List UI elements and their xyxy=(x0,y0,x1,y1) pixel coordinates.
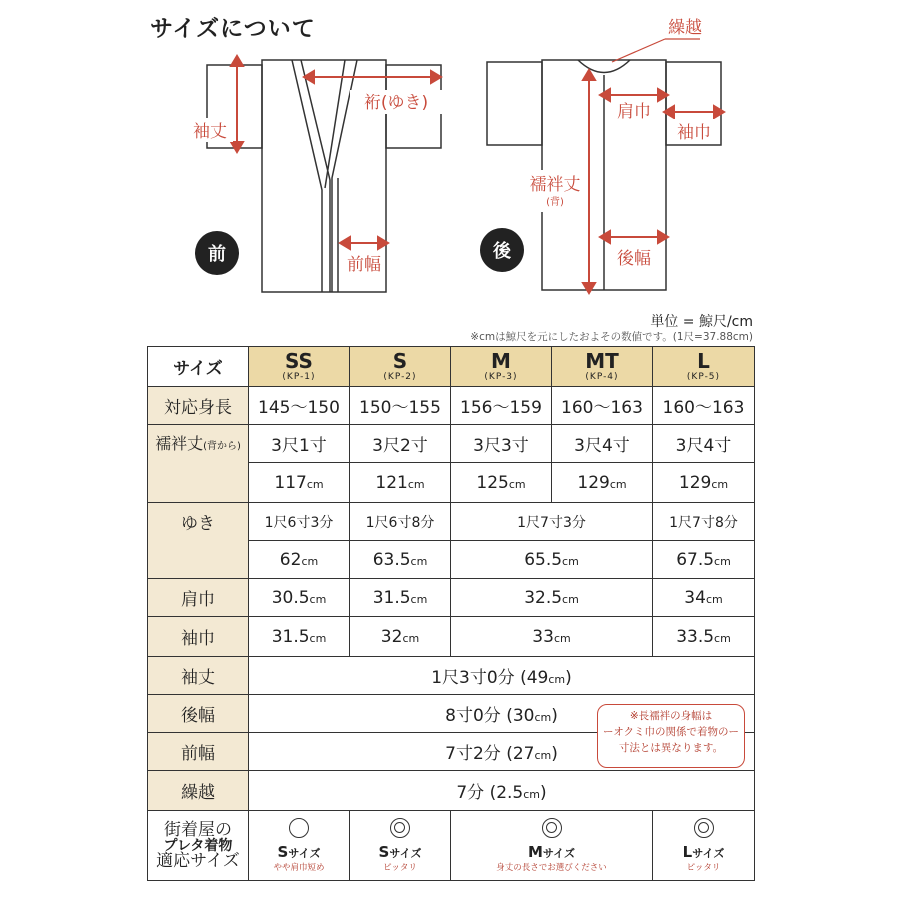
juban-shaku-ss: 3尺1寸 xyxy=(249,425,350,463)
row-label-mae: 前幅 xyxy=(148,733,249,771)
label-kurikoshi: 繰越 xyxy=(668,18,702,38)
page-title: サイズについて xyxy=(150,15,316,42)
label-juban-take: 襦袢丈 xyxy=(529,175,581,195)
double-circle-icon xyxy=(542,818,562,838)
label-juban-take-sub: (背) xyxy=(546,197,564,208)
kurikoshi-value: 7分 (2.5cm) xyxy=(249,771,755,811)
label-sode-take: 袖丈 xyxy=(193,122,227,142)
fit-s: Sサイズ ピッタリ xyxy=(350,811,451,881)
height-mt: 160〜163 xyxy=(552,387,653,425)
fit-row xyxy=(148,811,755,881)
back-badge-label: 後 xyxy=(493,241,511,262)
label-mae-haba: 前幅 xyxy=(347,255,381,275)
sode-haba-row xyxy=(148,617,755,657)
yuki-cm-m-mt: 65.5cm xyxy=(451,541,653,579)
height-m: 156〜159 xyxy=(451,387,552,425)
header-row xyxy=(148,347,755,387)
yuki-cm-ss: 62cm xyxy=(249,541,350,579)
kata-m-mt: 32.5cm xyxy=(451,579,653,617)
height-ss: 145〜150 xyxy=(249,387,350,425)
label-sode-haba: 袖巾 xyxy=(677,123,711,143)
mihaba-note-callout: ※長襦袢の身幅は ーオクミ巾の関係で着物のー 寸法とは異なります。 xyxy=(597,704,745,768)
kata-l: 34cm xyxy=(653,579,755,617)
yuki-cm-s: 63.5cm xyxy=(350,541,451,579)
size-diagram xyxy=(0,0,900,320)
header-s: S (KP-2) xyxy=(350,347,451,387)
juban-cm-m: 125cm xyxy=(451,463,552,503)
header-label: サイズ xyxy=(148,347,249,387)
yuki-shaku-row xyxy=(148,503,755,541)
juban-shaku-s: 3尺2寸 xyxy=(350,425,451,463)
juban-cm-ss: 117cm xyxy=(249,463,350,503)
row-label-fit: 街着屋の プレタ着物 適応サイズ xyxy=(148,811,249,881)
label-yuki: 裄(ゆき) xyxy=(363,93,429,113)
row-label-height: 対応身長 xyxy=(148,387,249,425)
row-label-yuki: ゆき xyxy=(148,503,249,579)
circle-icon xyxy=(289,818,309,838)
yuki-shaku-ss: 1尺6寸3分 xyxy=(249,503,350,541)
front-badge-label: 前 xyxy=(208,244,226,265)
height-l: 160〜163 xyxy=(653,387,755,425)
mae-value: 7寸2分 (27cm) xyxy=(249,733,755,771)
kurikoshi-row xyxy=(148,771,755,811)
size-table xyxy=(147,346,755,881)
row-label-juban: 襦袢丈(背から) xyxy=(148,425,249,503)
fit-l: Lサイズ ピッタリ xyxy=(653,811,755,881)
juban-cm-l: 129cm xyxy=(653,463,755,503)
unit-label: 単位 = 鯨尺/cm xyxy=(650,314,753,330)
row-label-sode-haba: 袖巾 xyxy=(148,617,249,657)
header-l: L (KP-5) xyxy=(653,347,755,387)
juban-shaku-l: 3尺4寸 xyxy=(653,425,755,463)
juban-shaku-mt: 3尺4寸 xyxy=(552,425,653,463)
height-s: 150〜155 xyxy=(350,387,451,425)
row-label-kurikoshi: 繰越 xyxy=(148,771,249,811)
height-row xyxy=(148,387,755,425)
sode-take-value: 1尺3寸0分 (49cm) xyxy=(249,657,755,695)
header-m: M (KP-3) xyxy=(451,347,552,387)
double-circle-icon xyxy=(390,818,410,838)
sode-haba-m-mt: 33cm xyxy=(451,617,653,657)
yuki-cm-l: 67.5cm xyxy=(653,541,755,579)
ushiro-value: 8寸0分 (30cm) xyxy=(249,695,755,733)
sode-haba-ss: 31.5cm xyxy=(249,617,350,657)
sode-haba-s: 32cm xyxy=(350,617,451,657)
row-label-sode-take: 袖丈 xyxy=(148,657,249,695)
double-circle-icon xyxy=(694,818,714,838)
unit-note: ※cmは鯨尺を元にしたおよその数値です。(1尺=37.88cm) xyxy=(470,331,753,343)
juban-shaku-row xyxy=(148,425,755,463)
yuki-shaku-l: 1尺7寸8分 xyxy=(653,503,755,541)
sode-haba-l: 33.5cm xyxy=(653,617,755,657)
juban-cm-s: 121cm xyxy=(350,463,451,503)
yuki-shaku-s: 1尺6寸8分 xyxy=(350,503,451,541)
header-mt: MT (KP-4) xyxy=(552,347,653,387)
yuki-shaku-m-mt: 1尺7寸3分 xyxy=(451,503,653,541)
row-label-ushiro: 後幅 xyxy=(148,695,249,733)
kata-s: 31.5cm xyxy=(350,579,451,617)
header-ss: SS (KP-1) xyxy=(249,347,350,387)
row-label-kata: 肩巾 xyxy=(148,579,249,617)
kata-row xyxy=(148,579,755,617)
juban-shaku-m: 3尺3寸 xyxy=(451,425,552,463)
label-ushiro-haba: 後幅 xyxy=(617,249,651,269)
fit-ss: Sサイズ やや肩巾短め xyxy=(249,811,350,881)
label-kata-haba: 肩巾 xyxy=(617,102,651,122)
sode-take-row xyxy=(148,657,755,695)
kata-ss: 30.5cm xyxy=(249,579,350,617)
fit-m-mt: Mサイズ 身丈の長さでお選びください xyxy=(451,811,653,881)
juban-cm-mt: 129cm xyxy=(552,463,653,503)
